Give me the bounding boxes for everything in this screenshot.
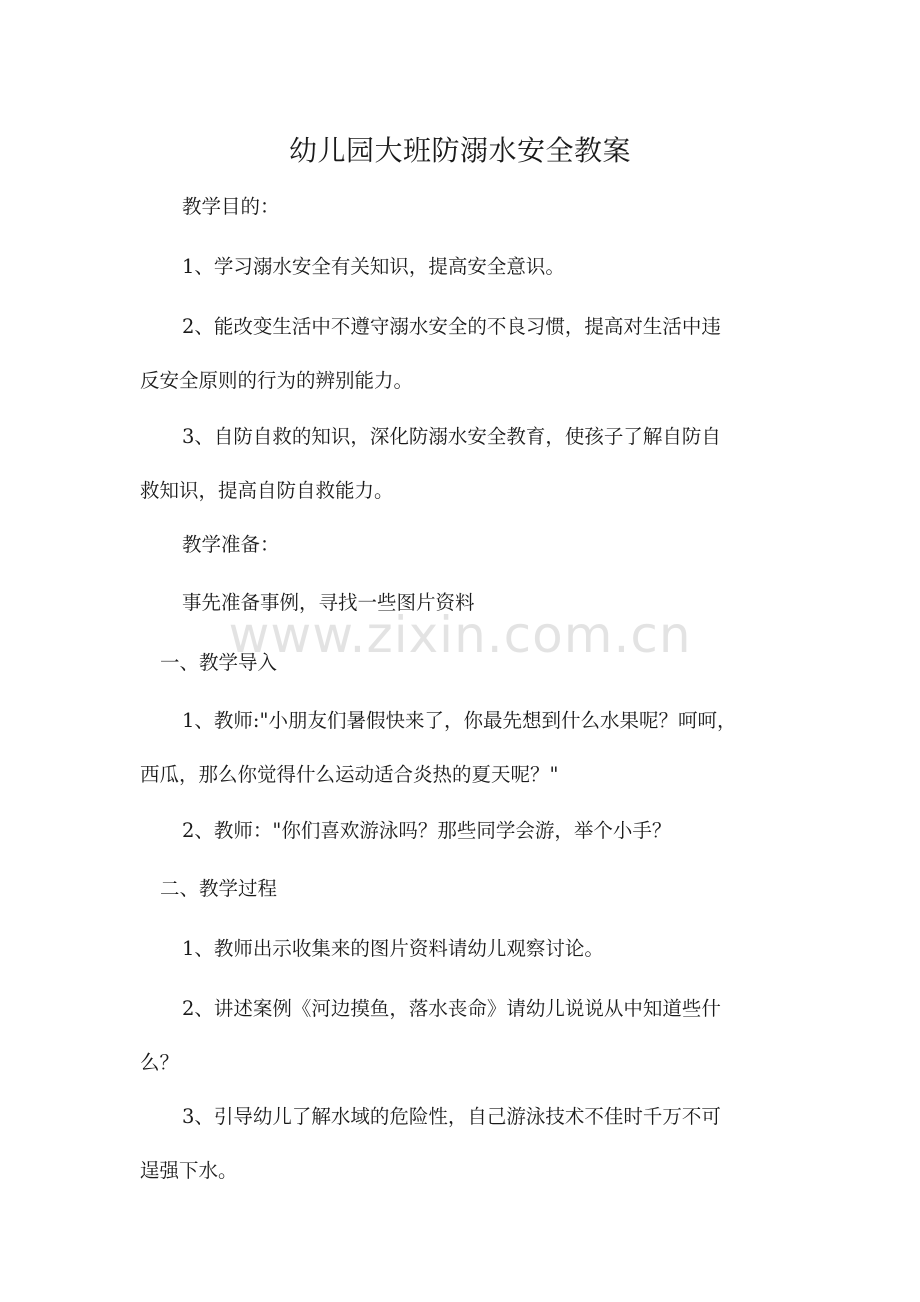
part2-item-2: [140, 982, 780, 1090]
document-title: 幼儿园大班防溺水安全教案: [288, 134, 631, 167]
part1-item-1-line-2: 西瓜，那么你觉得什么运动适合炎热的夏天呢？": [140, 763, 559, 786]
goal-item-2-line-2: 反安全原则的行为的辨别能力。: [140, 369, 414, 392]
part1-item-1: [140, 694, 780, 802]
part2-item-2-line-1: 2、讲述案例《河边摸鱼，落水丧命》请幼儿说说从中知道些什: [182, 997, 721, 1020]
part2-item-1: 1、教师出示收集来的图片资料请幼儿观察讨论。: [182, 937, 604, 960]
part2-heading: 二、教学过程: [160, 877, 278, 900]
prep-heading: 教学准备：: [182, 533, 280, 556]
watermark-text: www.zixin.com.cn: [228, 606, 692, 664]
goals-heading: 教学目的：: [182, 195, 280, 218]
prep-text: 事先准备事例，寻找一些图片资料: [182, 591, 475, 614]
goal-item-3-line-1: 3、自防自救的知识，深化防溺水安全教育，使孩子了解自防自: [182, 425, 721, 448]
goal-item-2-line-1: 2、能改变生活中不遵守溺水安全的不良习惯，提高对生活中违: [182, 315, 721, 338]
part2-item-3-line-1: 3、引导幼儿了解水域的危险性，自己游泳技术不佳时千万不可: [182, 1105, 721, 1128]
goal-item-1: 1、学习溺水安全有关知识，提高安全意识。: [182, 255, 565, 278]
part1-heading: 一、教学导入: [160, 651, 278, 674]
goal-item-3-line-2: 救知识，提高自防自救能力。: [140, 479, 394, 502]
goal-item-3: [140, 410, 780, 518]
part1-item-1-line-1: 1、教师:"小朋友们暑假快来了，你最先想到什么水果呢？呵呵，: [182, 709, 737, 732]
part1-item-2: 2、教师："你们喜欢游泳吗？那些同学会游，举个小手？: [182, 819, 672, 842]
part2-item-2-line-2: 么？: [140, 1051, 180, 1074]
part2-item-3: [140, 1090, 780, 1198]
goal-item-2: [140, 300, 780, 408]
part2-item-3-line-2: 逞强下水。: [140, 1159, 238, 1182]
